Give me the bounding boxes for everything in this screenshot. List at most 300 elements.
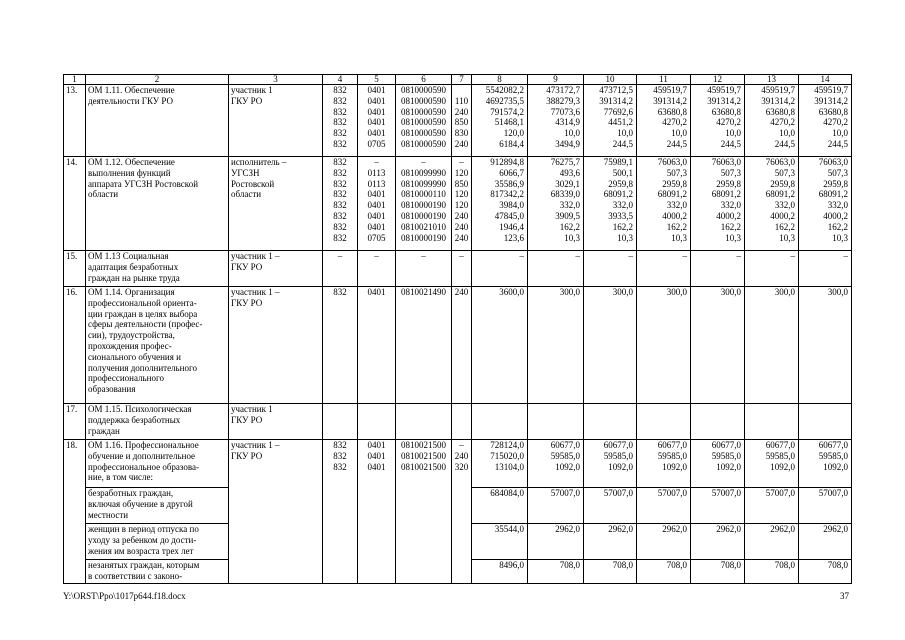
rzpr-cell xyxy=(358,251,396,287)
measure-name-line: сферы деятельности (профес- xyxy=(88,319,203,330)
amount-line: 300,0 xyxy=(827,287,848,297)
amount-line: 68339,0 xyxy=(550,189,580,200)
amount-line: 162,2 xyxy=(827,221,848,232)
executor-line: участник 1 – xyxy=(231,287,280,297)
table-row xyxy=(64,287,852,404)
vr-cell xyxy=(452,440,472,584)
amount-line: – xyxy=(628,251,633,261)
amount-line: 60677,0 xyxy=(711,440,741,450)
amount-line: 500,1 xyxy=(612,167,633,178)
amount-cell xyxy=(528,404,584,440)
row-number-cell: 17. xyxy=(64,404,86,440)
vr-cell xyxy=(452,287,472,404)
amount-cell xyxy=(528,440,584,488)
amount-cell xyxy=(799,524,852,560)
measure-name-line: образования xyxy=(88,384,136,395)
grbs-line: 832 xyxy=(333,200,347,211)
measure-name-line: прохождения профес- xyxy=(88,340,172,351)
amount-line: 4270,2 xyxy=(770,117,795,128)
amount-line: 57007,0 xyxy=(657,488,687,498)
amount-line: 57007,0 xyxy=(603,488,633,498)
executor-line: ГКУ РО xyxy=(231,450,263,461)
amount-cell xyxy=(472,524,528,560)
amount-line: 57007,0 xyxy=(711,488,741,498)
amount-line: 708,0 xyxy=(666,560,687,570)
vr-line: 830 xyxy=(454,128,469,139)
column-header: 3 xyxy=(229,75,323,85)
grbs-line: 832 xyxy=(333,157,347,167)
column-header: 11 xyxy=(637,75,691,85)
amount-cell xyxy=(528,287,584,404)
amount-line: 1092,0 xyxy=(823,461,848,472)
amount-line: 507,3 xyxy=(720,167,741,178)
csr-line: 0810021500 xyxy=(401,440,446,450)
amount-cell xyxy=(745,440,799,488)
column-header: 7 xyxy=(452,75,472,85)
vr-cell xyxy=(452,404,472,440)
measure-name-line: аппарата УГСЗН Ростовской xyxy=(88,178,199,189)
measure-name-line: обучение и дополнительное xyxy=(88,450,196,461)
column-header: 9 xyxy=(528,75,584,85)
rzpr-line: 0113 xyxy=(367,167,386,178)
grbs-cell xyxy=(323,404,358,440)
vr-line: 110 xyxy=(454,95,469,106)
amount-cell xyxy=(637,440,691,488)
amount-line: 5542082,2 xyxy=(485,85,524,95)
executor-cell xyxy=(229,157,323,251)
amount-line: 35586,9 xyxy=(494,178,524,189)
amount-line: 59585,0 xyxy=(603,450,633,461)
amount-cell xyxy=(472,404,528,440)
executor-line: участник 1 xyxy=(231,85,273,95)
amount-cell xyxy=(799,287,852,404)
amount-line: 60677,0 xyxy=(603,440,633,450)
measure-name-line: выполнения функций xyxy=(88,167,171,178)
amount-line: 63680,8 xyxy=(711,106,741,117)
measure-name-line: получения дополнительного xyxy=(88,362,197,373)
amount-line: 3933,5 xyxy=(608,210,633,221)
row-number-cell: 16. xyxy=(64,287,86,404)
vr-line: 120 xyxy=(454,189,469,200)
sub-measure-name-line: в соответствии с законо- xyxy=(88,570,183,581)
vr-line: – xyxy=(459,440,464,450)
sub-measure-name-cell xyxy=(86,560,229,584)
page-number: 37 xyxy=(840,591,849,601)
amount-line: 68091,2 xyxy=(603,189,633,200)
amount-line: 57007,0 xyxy=(765,488,795,498)
vr-line: 240 xyxy=(454,138,469,149)
amount-line: 77692,6 xyxy=(603,106,633,117)
table-row xyxy=(64,85,852,157)
amount-line: 473712,5 xyxy=(599,85,633,95)
amount-line: 76063,0 xyxy=(711,157,741,167)
rzpr-line: 0705 xyxy=(367,138,386,149)
vr-line: 240 xyxy=(454,210,469,221)
amount-cell xyxy=(528,157,584,251)
measure-name-line: профессионального xyxy=(88,373,164,384)
amount-line: 244,5 xyxy=(774,138,795,149)
rzpr-line: 0401 xyxy=(367,128,386,139)
amount-line: 388279,3 xyxy=(546,95,580,106)
sub-measure-name-line: безработных граждан, xyxy=(88,488,174,498)
amount-cell xyxy=(584,440,637,488)
amount-cell xyxy=(745,287,799,404)
amount-cell xyxy=(584,488,637,524)
measure-name-cell xyxy=(86,251,229,287)
amount-cell xyxy=(691,488,745,524)
executor-line: участник 1 – xyxy=(231,440,280,450)
amount-line: 123,6 xyxy=(503,232,524,243)
amount-cell xyxy=(745,157,799,251)
file-path: Y:\ORST\Ppo\1017p644.f18.docx xyxy=(63,591,186,601)
sub-measure-name-line: уходу за ребенком до дости- xyxy=(88,534,197,545)
vr-cell xyxy=(452,157,472,251)
amount-cell xyxy=(472,287,528,404)
rzpr-line: 0705 xyxy=(367,232,386,243)
row-number-cell: 14. xyxy=(64,157,86,251)
csr-line: – xyxy=(421,251,426,261)
csr-line: 0810000110 xyxy=(401,189,446,200)
vr-line: 240 xyxy=(454,106,469,117)
column-header: 1 xyxy=(64,75,86,85)
sub-measure-name-line: жения им возраста трех лет xyxy=(88,545,194,556)
vr-cell xyxy=(452,251,472,287)
rzpr-line: 0401 xyxy=(367,221,386,232)
vr-line: 240 xyxy=(454,232,469,243)
amount-line: 68091,2 xyxy=(765,189,795,200)
amount-line: 57007,0 xyxy=(550,488,580,498)
grbs-line: 832 xyxy=(333,95,347,106)
amount-cell xyxy=(637,488,691,524)
executor-line: участник 1 – xyxy=(231,251,280,261)
measure-name-line: области xyxy=(88,189,119,200)
grbs-line: 832 xyxy=(333,106,347,117)
amount-line: 4314,9 xyxy=(555,117,580,128)
amount-line: 332,0 xyxy=(559,200,580,211)
table-row xyxy=(64,440,852,488)
amount-cell xyxy=(637,404,691,440)
grbs-line: 832 xyxy=(333,117,347,128)
rzpr-line: – xyxy=(374,157,379,167)
csr-line: 0810021500 xyxy=(401,461,446,472)
grbs-line: 832 xyxy=(333,221,347,232)
sub-measure-name-line: незанятых граждан, которым xyxy=(88,560,200,570)
amount-cell xyxy=(637,157,691,251)
executor-line: УГСЗН xyxy=(231,167,260,178)
rzpr-line: 0401 xyxy=(367,85,386,95)
amount-line: 4000,2 xyxy=(823,210,848,221)
grbs-line: 832 xyxy=(333,167,347,178)
measure-name-line: ОМ 1.15. Психологическая xyxy=(88,404,192,414)
amount-cell xyxy=(528,85,584,157)
amount-cell xyxy=(799,488,852,524)
amount-line: 3600,0 xyxy=(499,287,524,297)
amount-line: 244,5 xyxy=(666,138,687,149)
amount-cell xyxy=(472,560,528,584)
amount-line: 59585,0 xyxy=(711,450,741,461)
measure-name-line: ции граждан в целях выбора xyxy=(88,308,198,319)
executor-line: участник 1 xyxy=(231,404,273,414)
amount-cell xyxy=(472,251,528,287)
csr-line: 0810000590 xyxy=(401,106,446,117)
amount-line: 507,3 xyxy=(827,167,848,178)
csr-line: 0810021500 xyxy=(401,450,446,461)
grbs-cell xyxy=(323,85,358,157)
amount-cell xyxy=(637,560,691,584)
amount-cell xyxy=(745,404,799,440)
amount-line: 1092,0 xyxy=(770,461,795,472)
sub-measure-name-cell xyxy=(86,488,229,524)
measure-name-line: ОМ 1.11. Обеспечение xyxy=(88,85,175,95)
amount-cell xyxy=(745,560,799,584)
amount-line: 1092,0 xyxy=(716,461,741,472)
grbs-cell xyxy=(323,251,358,287)
rzpr-cell xyxy=(358,85,396,157)
rzpr-line: 0401 xyxy=(367,461,386,472)
amount-line: 77073,6 xyxy=(550,106,580,117)
csr-line: – xyxy=(421,157,426,167)
amount-line: 4270,2 xyxy=(823,117,848,128)
amount-cell xyxy=(584,157,637,251)
measure-name-line: сии), трудоустройства, xyxy=(88,330,175,341)
grbs-cell xyxy=(323,157,358,251)
amount-line: 10,0 xyxy=(832,128,848,139)
vr-line: 850 xyxy=(454,117,469,128)
grbs-line: – xyxy=(337,251,343,261)
csr-line: 0810021490 xyxy=(401,287,446,297)
amount-line: 51468,1 xyxy=(494,117,524,128)
amount-line: 162,2 xyxy=(774,221,795,232)
executor-line: исполнитель – xyxy=(231,157,287,167)
grbs-cell xyxy=(323,440,358,584)
amount-line: 1092,0 xyxy=(608,461,633,472)
amount-cell xyxy=(799,85,852,157)
amount-line: 10,3 xyxy=(564,232,580,243)
amount-line: 63680,8 xyxy=(765,106,795,117)
amount-line: 2959,8 xyxy=(823,178,848,189)
amount-line: 76063,0 xyxy=(657,157,687,167)
amount-line: 162,2 xyxy=(720,221,741,232)
grbs-line: 832 xyxy=(333,85,347,95)
amount-line: 10,3 xyxy=(617,232,633,243)
csr-line: 0810021010 xyxy=(401,221,446,232)
amount-line: 68091,2 xyxy=(711,189,741,200)
executor-line: ГКУ РО xyxy=(231,95,263,106)
amount-line: 162,2 xyxy=(666,221,687,232)
budget-table xyxy=(63,74,852,584)
amount-cell xyxy=(691,404,745,440)
amount-cell xyxy=(745,85,799,157)
amount-line: 10,3 xyxy=(779,232,795,243)
csr-line: 0810099990 xyxy=(401,167,446,178)
amount-cell xyxy=(528,251,584,287)
measure-name-cell xyxy=(86,85,229,157)
amount-line: 68091,2 xyxy=(657,189,687,200)
column-header: 14 xyxy=(799,75,852,85)
rzpr-line: 0401 xyxy=(367,95,386,106)
amount-line: 3909,5 xyxy=(555,210,580,221)
measure-name-line: адаптация безработных xyxy=(88,261,179,272)
measure-name-cell xyxy=(86,157,229,251)
amount-line: 391314,2 xyxy=(761,95,795,106)
executor-cell xyxy=(229,85,323,157)
amount-line: 715020,0 xyxy=(490,450,524,461)
amount-cell xyxy=(745,251,799,287)
amount-line: 791574,2 xyxy=(490,106,524,117)
measure-name-line: граждан xyxy=(88,425,120,436)
amount-line: 684084,0 xyxy=(490,488,524,498)
amount-line: 1946,4 xyxy=(499,221,524,232)
vr-line: 320 xyxy=(454,461,469,472)
amount-line: 4270,2 xyxy=(662,117,687,128)
executor-line: ГКУ РО xyxy=(231,261,263,272)
column-header: 2 xyxy=(86,75,229,85)
measure-name-line: профессиональной ориента- xyxy=(88,297,197,308)
amount-cell xyxy=(745,524,799,560)
amount-line: 728124,0 xyxy=(490,440,524,450)
measure-name-line: ОМ 1.12. Обеспечение xyxy=(88,157,175,167)
amount-line: 459519,7 xyxy=(653,85,687,95)
row-number-cell: 18. xyxy=(64,440,86,584)
measure-name-line: граждан на рынке труда xyxy=(88,272,180,283)
amount-line: 332,0 xyxy=(666,200,687,211)
amount-line: 76063,0 xyxy=(765,157,795,167)
vr-line: – xyxy=(459,157,464,167)
amount-cell xyxy=(528,524,584,560)
rzpr-cell xyxy=(358,404,396,440)
amount-line: – xyxy=(843,251,848,261)
grbs-line: 832 xyxy=(333,461,347,472)
rzpr-line: 0113 xyxy=(367,178,386,189)
amount-line: 68091,2 xyxy=(818,189,848,200)
executor-line: Ростовской xyxy=(231,178,275,189)
amount-line: 4692735,5 xyxy=(485,95,524,106)
amount-line: 332,0 xyxy=(827,200,848,211)
amount-cell xyxy=(528,488,584,524)
amount-line: 507,3 xyxy=(774,167,795,178)
column-header: 13 xyxy=(745,75,799,85)
amount-line: 120,0 xyxy=(503,128,524,139)
grbs-line: 832 xyxy=(333,232,347,243)
amount-line: 2959,8 xyxy=(716,178,741,189)
executor-cell xyxy=(229,287,323,404)
amount-line: 60677,0 xyxy=(657,440,687,450)
rzpr-cell xyxy=(358,287,396,404)
rzpr-line: 0401 xyxy=(367,189,386,200)
amount-cell xyxy=(637,85,691,157)
amount-line: 3494,9 xyxy=(555,138,580,149)
measure-name-cell xyxy=(86,440,229,488)
measure-name-cell xyxy=(86,287,229,404)
csr-cell xyxy=(396,251,452,287)
amount-cell xyxy=(691,440,745,488)
vr-line: – xyxy=(459,251,464,261)
amount-line: 459519,7 xyxy=(761,85,795,95)
grbs-line: 832 xyxy=(333,450,347,461)
amount-line: 10,3 xyxy=(671,232,687,243)
vr-line xyxy=(454,85,469,96)
amount-line: 60677,0 xyxy=(818,440,848,450)
grbs-line: 832 xyxy=(333,178,347,189)
amount-cell xyxy=(584,404,637,440)
csr-line: 0810000590 xyxy=(401,138,446,149)
column-header: 4 xyxy=(323,75,358,85)
measure-name-line: профессиональное образова- xyxy=(88,461,200,472)
amount-line: 708,0 xyxy=(774,560,795,570)
rzpr-line: 0401 xyxy=(367,200,386,211)
csr-cell xyxy=(396,85,452,157)
measure-name-line: сионального обучения и xyxy=(88,351,181,362)
amount-cell xyxy=(691,157,745,251)
grbs-line: 832 xyxy=(333,440,347,450)
amount-line: 2959,8 xyxy=(770,178,795,189)
amount-line: 473172,7 xyxy=(546,85,580,95)
amount-line: 332,0 xyxy=(612,200,633,211)
rzpr-line: – xyxy=(374,251,379,261)
vr-line: 850 xyxy=(454,178,469,189)
measure-name-line: ОМ 1.16. Профессиональное xyxy=(88,440,199,450)
amount-line: 493,6 xyxy=(559,167,580,178)
amount-line: 3029,1 xyxy=(555,178,580,189)
amount-line: 300,0 xyxy=(774,287,795,297)
amount-line: 3984,0 xyxy=(499,200,524,211)
grbs-cell xyxy=(323,287,358,404)
column-header: 8 xyxy=(472,75,528,85)
amount-line: – xyxy=(575,251,580,261)
row-number-cell: 15. xyxy=(64,251,86,287)
amount-cell xyxy=(584,560,637,584)
rzpr-line: 0401 xyxy=(367,210,386,221)
amount-line: 459519,7 xyxy=(707,85,741,95)
amount-line: 244,5 xyxy=(612,138,633,149)
rzpr-cell xyxy=(358,157,396,251)
amount-line: 162,2 xyxy=(559,221,580,232)
column-number-row xyxy=(64,75,852,85)
amount-line: 59585,0 xyxy=(765,450,795,461)
column-header: 12 xyxy=(691,75,745,85)
csr-line: 0810000590 xyxy=(401,128,446,139)
amount-line: 244,5 xyxy=(827,138,848,149)
csr-line: 0810000190 xyxy=(401,200,446,211)
amount-cell xyxy=(637,251,691,287)
csr-cell xyxy=(396,287,452,404)
amount-cell xyxy=(584,251,637,287)
amount-line: 10,0 xyxy=(725,128,741,139)
amount-line: 2962,0 xyxy=(608,524,633,534)
amount-line: 2962,0 xyxy=(716,524,741,534)
amount-line: 4000,2 xyxy=(716,210,741,221)
amount-line: 300,0 xyxy=(612,287,633,297)
measure-name-line: ние, в том числе: xyxy=(88,472,154,483)
amount-line: 76275,7 xyxy=(550,157,580,167)
amount-line: 60677,0 xyxy=(765,440,795,450)
rzpr-line: 0401 xyxy=(367,117,386,128)
amount-line: – xyxy=(519,251,524,261)
amount-line: 391314,2 xyxy=(707,95,741,106)
amount-line: 332,0 xyxy=(774,200,795,211)
amount-line: 2962,0 xyxy=(823,524,848,534)
vr-cell xyxy=(452,85,472,157)
executor-line: области xyxy=(231,189,262,200)
amount-line: 13104,0 xyxy=(494,461,524,472)
executor-cell xyxy=(229,251,323,287)
vr-line: 120 xyxy=(454,167,469,178)
rzpr-line: 0401 xyxy=(367,440,386,450)
executor-line: ГКУ РО xyxy=(231,414,263,425)
amount-cell xyxy=(691,524,745,560)
amount-line: 63680,8 xyxy=(657,106,687,117)
amount-cell xyxy=(691,560,745,584)
